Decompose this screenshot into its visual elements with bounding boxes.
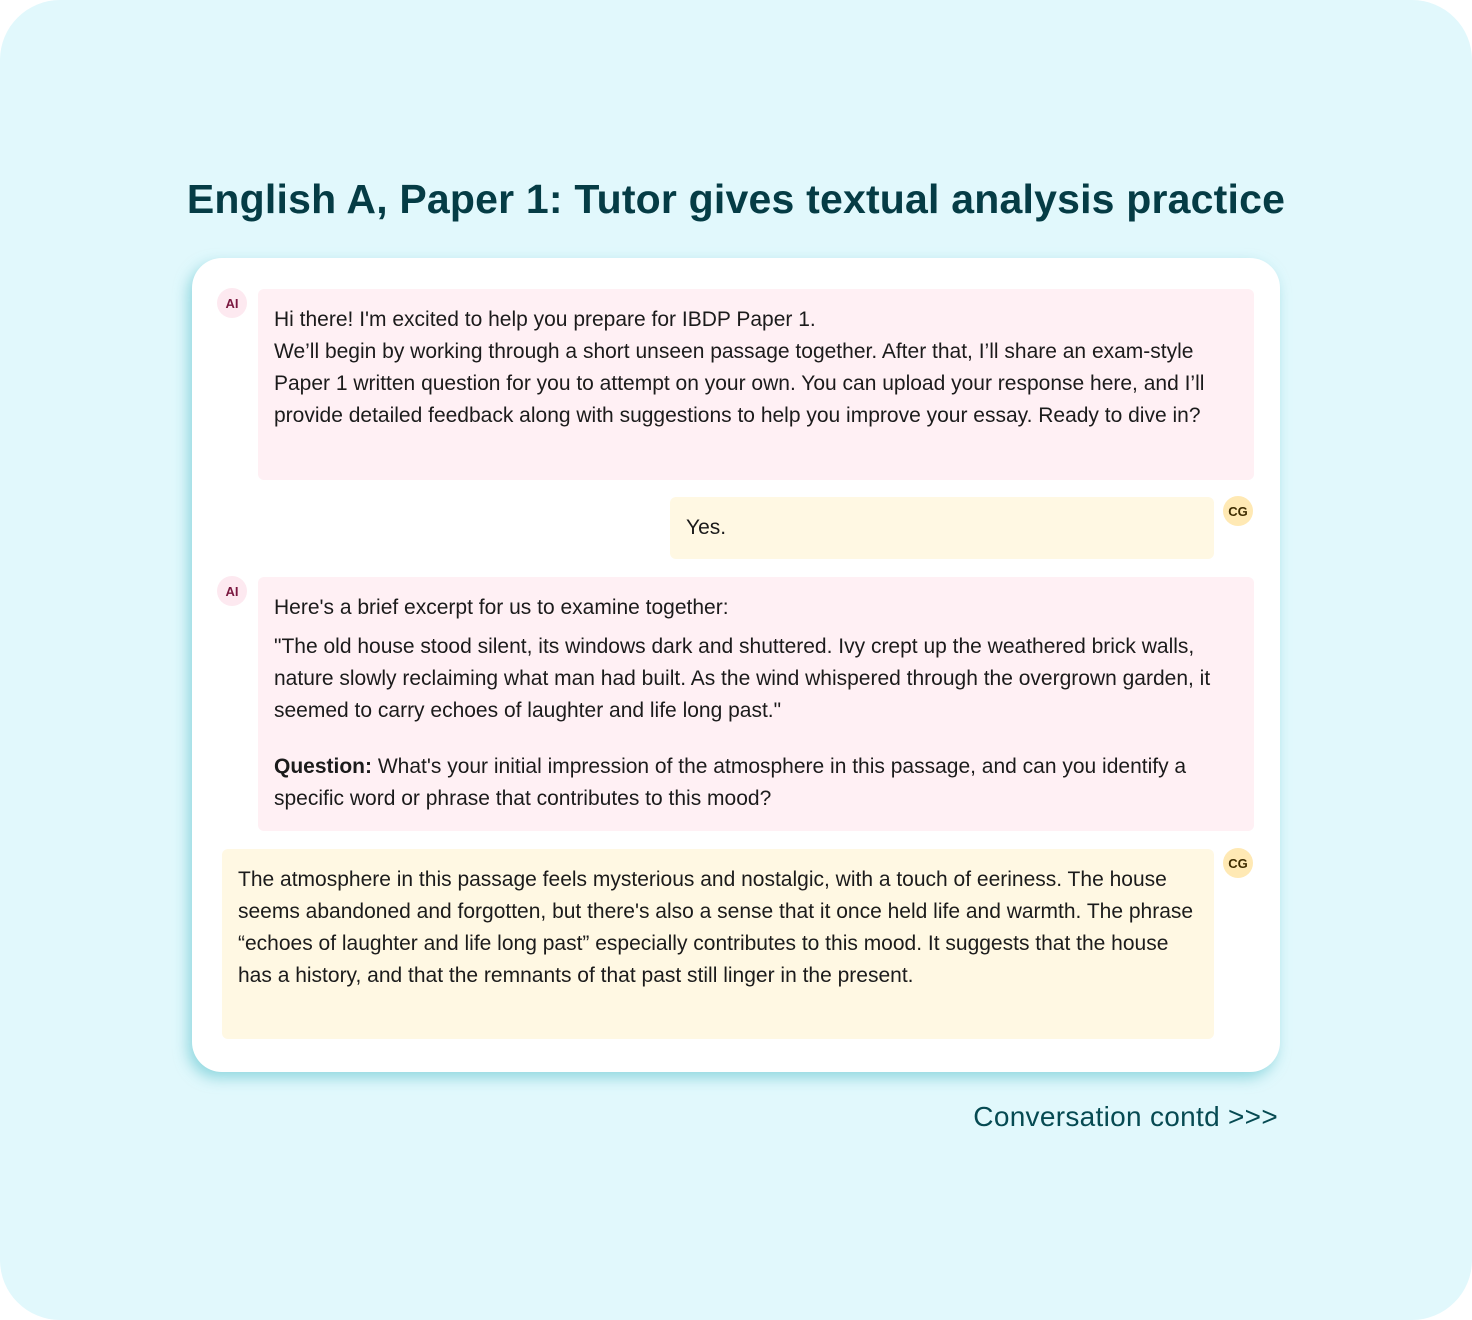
message-text: Hi there! I'm excited to help you prepare for IBDP Paper 1. [274,308,816,331]
message-text: Here's a brief excerpt for us to examine together: [274,596,729,619]
excerpt-text: "The old house stood silent, its windows dark and shuttered. Ivy crept up the weathered brick walls, nature slowly reclaiming what man had built. As the wind whispered through the overgrown garden, it seemed to carry echoes of laughter and life long past." [274,635,1211,722]
message-text: The atmosphere in this passage feels mysterious and nostalgic, with a touch of eeriness. The house seems abandoned and forgotten, but there's also a sense that it once held life and warmth. The phrase “echoes of laughter and life long past” especially contributes to this mood. It suggests that the house has a history, and that the remnants of that past still linger in the present. [238,868,1194,987]
ai-message-bubble [258,577,1254,831]
conversation-continued-link[interactable]: Conversation contd >>> [973,1101,1278,1132]
ai-avatar: AI [217,576,247,606]
ai-avatar: AI [217,288,247,318]
message-text: We’ll begin by working through a short unseen passage together. After that, I’ll share an exam-style Paper 1 written question for you to attempt on your own. You can upload your response here, and I’ll provide detailed feedback along with suggestions to help you improve your essay. Ready to dive in? [274,340,1205,427]
page-title: English A, Paper 1: Tutor gives textual analysis practice [186,176,1286,222]
user-message-bubble [222,849,1214,1039]
question-paragraph [274,751,1242,815]
user-avatar: CG [1223,848,1253,878]
ai-message-bubble [258,289,1254,480]
chat-transcript [192,258,1280,1072]
user-message-bubble [670,497,1214,559]
question-label: Question: [274,755,372,778]
question-text: What's your initial impression of the atmosphere in this passage, and can you identify a specific word or phrase that contributes to this mood? [274,755,1187,810]
message-text: Yes. [686,516,727,539]
user-avatar: CG [1223,496,1253,526]
